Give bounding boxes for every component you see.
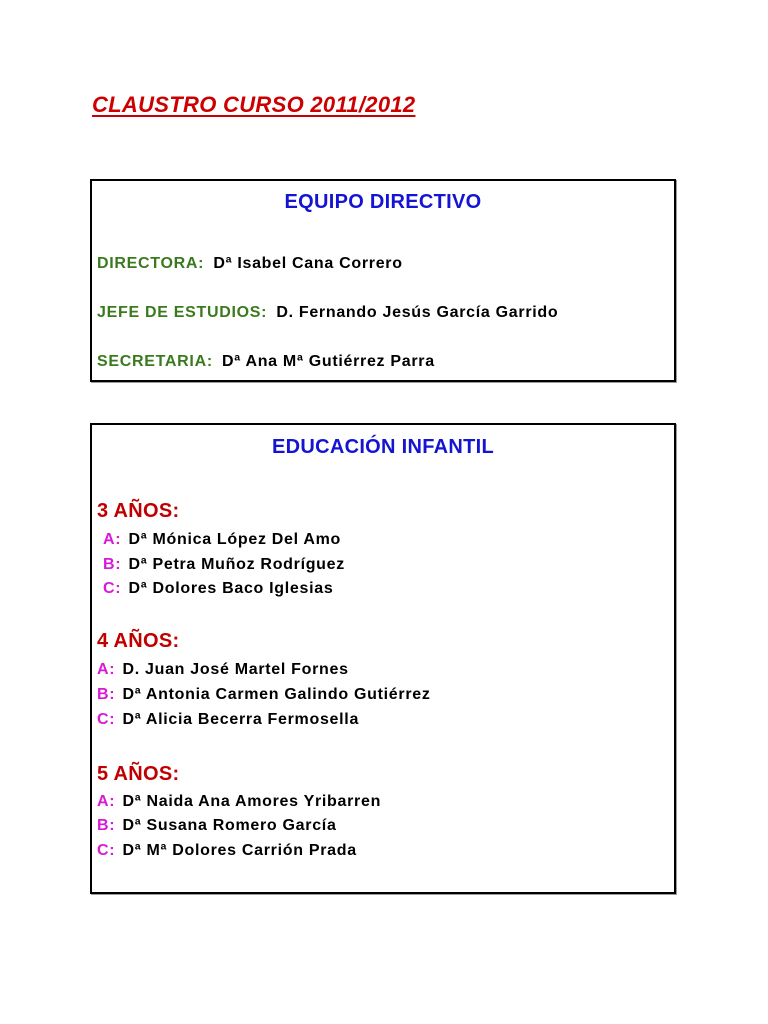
class-letter: C: [103,580,122,597]
class-line [97,817,337,835]
member-name-jefe-estudios: D. Fernando Jesús García Garrido [276,304,559,321]
class-letter: C: [97,842,116,859]
educacion-infantil-box [90,423,676,894]
class-letter: A: [97,661,116,678]
class-letter: B: [103,556,122,573]
teacher-name: Dª Naida Ana Amores Yribarren [122,793,382,810]
class-letter: B: [97,686,116,703]
class-line [97,661,349,679]
teacher-name: Dª Susana Romero García [122,817,337,834]
secretaria-line [97,353,435,371]
educacion-infantil-heading: EDUCACIÓN INFANTIL [271,436,495,458]
class-line [103,556,345,574]
group-label-5-anos: 5 AÑOS: [97,763,180,785]
class-line [97,686,431,704]
role-label-secretaria: SECRETARIA: [97,353,213,370]
teacher-name: Dª Dolores Baco Iglesias [128,580,334,597]
member-name-directora: Dª Isabel Cana Correro [213,255,403,272]
class-line [97,711,359,729]
teacher-name: Dª Mónica López Del Amo [128,531,342,548]
teacher-name: Dª Alicia Becerra Fermosella [122,711,360,728]
class-letter: A: [97,793,116,810]
equipo-directivo-box [90,179,676,382]
role-label-jefe-estudios: JEFE DE ESTUDIOS: [97,304,268,321]
teacher-name: Dª Petra Muñoz Rodríguez [128,556,345,573]
teacher-name: D. Juan José Martel Fornes [122,661,349,678]
document-title: CLAUSTRO CURSO 2011/2012 [92,92,416,117]
class-line [97,793,381,811]
group-label-4-anos: 4 AÑOS: [97,630,180,652]
group-label-3-anos: 3 AÑOS: [97,500,180,522]
class-line [103,531,341,549]
equipo-directivo-heading: EQUIPO DIRECTIVO [284,191,482,213]
teacher-name: Dª Mª Dolores Carrión Prada [122,842,357,859]
member-name-secretaria: Dª Ana Mª Gutiérrez Parra [222,353,435,370]
class-line [103,580,333,598]
class-line [97,842,357,860]
class-letter: C: [97,711,116,728]
class-letter: B: [97,817,116,834]
teacher-name: Dª Antonia Carmen Galindo Gutiérrez [122,686,431,703]
role-label-directora: DIRECTORA: [97,255,205,272]
class-letter: A: [103,531,122,548]
directora-line [97,255,403,273]
jefe-estudios-line [97,304,558,322]
